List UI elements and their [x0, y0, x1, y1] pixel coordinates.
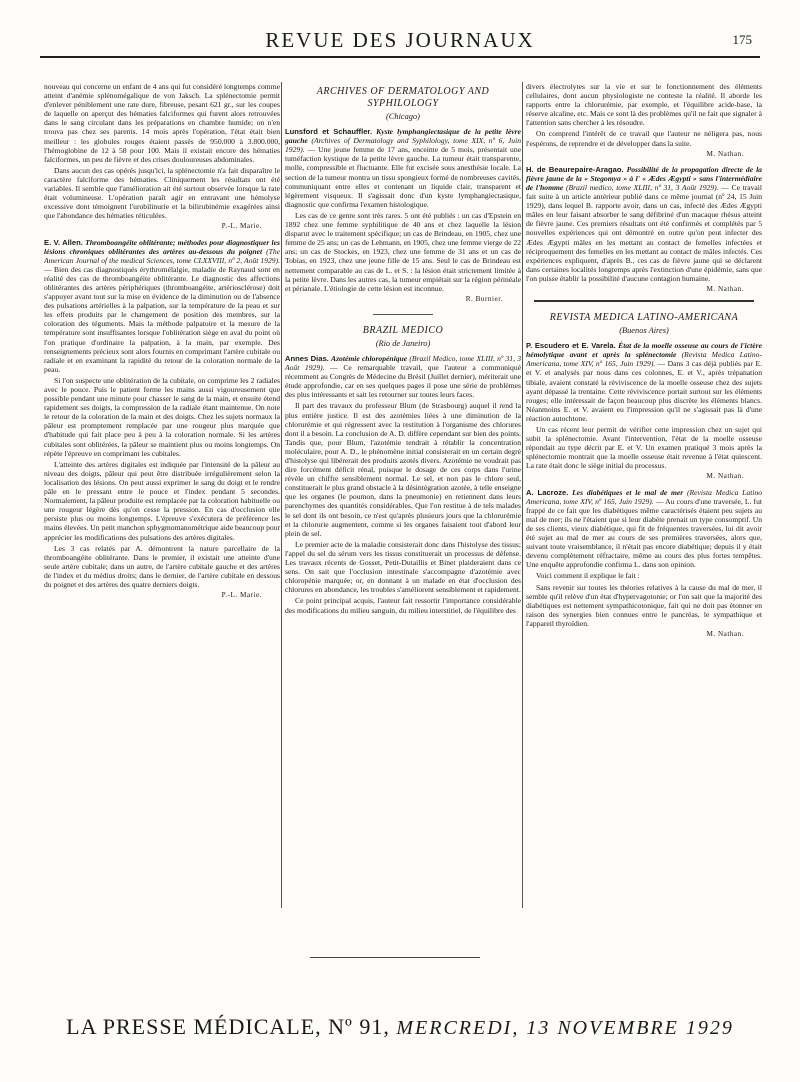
column-1 — [44, 82, 280, 606]
article-title: Les diabétiques et le mal de mer — [572, 487, 684, 497]
article-reference: (Brazil medico, tome XLIII, nº 31, 3 Août 1929). — [565, 182, 719, 192]
article-heading: Annes Dias. Azotémie chloropénique (Brazil Medico, tome XLIII, nº 31, 3 Août 1929). — Ce remarquable travail, que l'auteur a communiqué récemment au Congrès de Médecine du Brésil (Juillet dernier), mériterait une étude approfondie, car en ses quelques pages il pose une série de problèmes des plus intéressants et sait les retourner sur toutes leurs faces. — [285, 353, 522, 400]
section-city: (Chicago) — [386, 112, 420, 121]
header-rule — [40, 56, 760, 58]
page-footer — [40, 1014, 760, 1040]
section-heading: BRAZIL MEDICO — [362, 324, 444, 336]
article-title: Azotémie chloropénique — [331, 353, 408, 363]
paragraph: On comprend l'intérêt de ce travail que l'auteur ne néligera pas, nous l'espérons, de reprendre et de développer dans la suite. — [526, 129, 762, 148]
paragraph: Dans aucun des cas opérés jusqu'ici, la splénectomie n'a fait disparaître le caractère falciforme des hématies. Cliniquement les résultats ont été variables. Il semble que l'amélioration ait été surtout observée lorsque la rate était volumineuse. L'opération paraît agir en entravant une hémolyse excessive dont témoignent l'urobilinurie et la bilirubinémie exagérées ainsi que l'abondance des hématies réticulées. — [44, 165, 280, 221]
running-title: REVUE DES JOURNAUX — [265, 28, 535, 52]
paragraph: Si l'on suspecte une oblitération de la cubitale, on comprime les 2 radiales avec le pouce. Puis le patient ferme les mains aussi vigoureusement que possible pendant une minute pour chasser le sang de la main, et ensuite étend rapidement ses doigts, la compression de la radiale étant maintenue. On note le retour de la coloration de la main et des doigts. Chez les sujets normaux la pâleur est promptement remplacée par une rougeur plus marquée que d'habitude qui fait place peu à peu à la coloration normale. Si les artères cubitales sont oblitérées, la pâleur se maintient plus ou moins longtemps. On répète l'épreuve en comprimant les cubitales. — [44, 375, 280, 458]
article-reference: (Revista Medica Latino-Americana, tome XIV, nº 165, Juin 1929). — [526, 350, 763, 369]
article-author: A. Lacroze. — [526, 487, 569, 497]
page-number: 175 — [732, 32, 752, 47]
paragraph: Ce travail fait suite à un article antérieur publié dans ce même journal (nº 24, 15 Juin 1929), dans lequel B. rapporte avoir, dans un cas, infecté des Ædes Ægypti mâles en leur faisant absorber le sang défibriné d'un macaque rhésus atteint de fièvre jaune. Ces premiers résultats ont été confirmés et complétés par 5 nouvelles expériences qui ont démontré en outre qu'on peut infecter des Ædes Ægypti mâles en les mettant au contact de femelles infectées et réciproquement des femelles en les mettant au contact de mâles infectés. Ces expériences expliquent, d'après B., ces cas de fièvre jaune qui se déclarent dans certaines localités longtemps après l'extinction d'une épidémie, sans que l'on puisse établir la possibilité d'aucune contagion humaine. — [526, 182, 762, 283]
article-heading: Lunsford et Schauffler. Kyste lymphangiectasique de la petite lèvre gauche (Archives of Dermatology and Syphilology, tome XIX, nº 6, Juin 1929). — Une jeune femme de 17 ans, enceinte de 5 mois, présentait une tuméfaction kystique de la petite lèvre gauche. La tumeur était transparente, molle, compressible et fluctuante. Elle fut excisée sous anesthésie locale. La section de la tumeur montra un tissu spongieux formé de nombreuses cavités, communiquant entre elles et contenant un liquide clair, transparent et légèrement visqueux. Il s'agissait donc d'un kyste lymphangiectasique, diagnostic que confirma l'examen histologique. — [285, 127, 522, 209]
column-divider — [522, 82, 523, 908]
article-reference: (Archives of Dermatology and Syphilology, tome XIX, nº 6, Juin 1929). — [285, 136, 521, 155]
section-separator — [373, 314, 433, 315]
paragraph: Ce point principal acquis, l'auteur fait ressortir l'importance considérable des modifications du milieu sanguin, du milieu interstitiel, de l'équilibre des — [285, 596, 521, 615]
column-3 — [526, 82, 762, 645]
paragraph: Voici comment il explique le fait : — [536, 571, 640, 581]
signature: P.-L. Marie. — [221, 591, 262, 600]
paragraph: nouveau qui concerne un enfant de 4 ans qui fut considéré longtemps comme atteint d'anémie splénomégalique de von Jaksch. La splénectomie permit d'enlever péniblement une rate dure, fibreuse, pesant 621 gr., sur les coupes de laquelle on aperçut des hématies falciformes qui furent alors retrouvées dans le sang circulant dans les préparations en chambre humide; on n'en trouva pas chez ses parents. 14 mois après l'opération, l'état était bien meilleur : les globules rouges étaient passés de 950.000 à 3.800.000, l'hémoglobine de 12 à 58 pour 100. Mais il existait encore des hématies falciformes, un peu de fièvre et des crises douloureuses abdominales. — [44, 82, 280, 164]
article-reference: (The American Journal of the medical Sciences, tome CLXXVIII, nº 2, Août 1929). — [44, 246, 280, 265]
article-heading: A. Lacroze. Les diabétiques et le mal de mer (Revista Medica Latino Americana, tome XIV, nº 165, Juin 1929). — Au cours d'une traversée, L. fut frappé de ce fait que les diabétiques même caractérisés étaient peu sujets au mal de mer; ils ne l'étaient que si leur diabète prenait un type consomptif. Un de ses clients, vieux diabétique, qui fit de fréquentes traversées, lui dit avoir été sujet au mal de mer au cours de ses premières traversées, alors que, suivant toute vraisemblance, il n'était pas encore diabétique; depuis il y était devenu complètement réfractaire, même au cours des plus fortes tempêtes. Une enquête approfondie confirma L. dans son opinion. — [526, 487, 763, 570]
paragraph: Dans 3 cas déjà publiés par E. et V. et analysés par nous dans ces colonnes, E. et V., après trépanation tibiale, avaient constaté la réviviscence de la moelle osseuse chez des sujets ayant dépassé la trentaine. Cette réviviscence portait surtout sur les éléments rouges; elle intéressait de façon beaucoup plus discrète les éléments blancs. Néanmoins E. et V. avaient eu l'impression qu'il ne s'agissait pas là d'une réaction autochtone. — [526, 359, 762, 423]
column-2 — [285, 82, 521, 617]
article-reference: (Brazil Medico, tome XLIII, nº 31, 3 Août 1929). — [285, 353, 521, 373]
section-city: (Rio de Janeiro) — [375, 338, 431, 348]
paragraph: Le premier acte de la maladie consisterait donc dans l'histolyse des tissus; l'appel du sel du sérum vers les tissus constituerait un processus de défense. Les travaux récents de Gosset, Petit-Dutaillis et Binet plaideraient dans ce sens. On sait que l'occlusion intestinale s'accompagne d'azotémie avec chloropénie marquée; or, en donnant à un malade en état d'occlusion des chlorures en abondance, les troubles s'améliorent sensiblement et rapidement. — [285, 539, 521, 595]
section-heading: ARCHIVES OF DERMATOLOGY AND SYPHILOLOGY — [316, 86, 490, 109]
article-reference: (Revista Medica Latino Americana, tome XIV, nº 165, Juin 1929). — [526, 487, 763, 506]
page-header — [40, 28, 760, 56]
article-title: Thromboangéite oblitérante; méthodes pour diagnostiquer les lésions chroniques oblitérantes des artères au-dessous du poignet — [44, 237, 280, 256]
signature: P.-L. Marie. — [221, 222, 262, 231]
signature: R. Burnier. — [465, 294, 503, 303]
article-author: P. Escudero et E. Varela. — [526, 341, 616, 351]
paragraph: Les cas de ce genre sont très rares. 5 ont été publiés : un cas d'Epstein en 1892 chez une femme syphilitique de 40 ans et chez laquelle la lésion disparut avec le traitement spécifique; un cas de Brindeau, en 1905, chez une femme de 25 ans; un cas de Lehmann, en 1905, chez une femme vierge de 22 ans; un cas de Stockes, en 1923, chez une femme de 31 ans et un cas de Tobias, en 1923, chez une jeune fille de 15 ans. Seul le cas de Brindeau est nettement comparable au cas de L. et S. : la lésion était strictement limitée à la petite lèvre. Dans les autres cas, la tumeur empiétait sur la région périnéale et périanale. L'étiologie de cette lésion est inconnue. — [285, 210, 521, 293]
article-title: État de la moelle osseuse au cours de l'ictère hémolytique avant et après la splénectomie — [526, 341, 762, 360]
paragraph: L'atteinte des artères digitales est indiquée par l'intensité de la pâleur au niveau des doigts, pâleur qui peut être distribuée irrégulièrement selon la localisation des lésions. On peut aussi exprimer le sang du doigt et le rendre pâle en le pressant entre le pouce et l'index pendant 5 secondes. Normalement, la pâleur produite est remplacée par la coloration habituelle ou une rougeur légère dès qu'on cesse la pression. En cas d'occlusion elle persiste plus ou moins longtemps. L'épreuve s'exécutera de préférence les mains élevées. Un petit manchon sphygmomanométrique aide beaucoup pour apprécier les modifications des pulsations des artères digitales. — [44, 459, 280, 542]
article-author: Lunsford et Schauffler. — [285, 127, 373, 137]
article-author: H. de Beaurepaire-Aragao. — [526, 164, 624, 174]
article-heading: H. de Beaurepaire-Aragao. Possibilité de la propagation directe de la fièvre jaune de la « Stegomya » à l' « Ædes Ægypti » sans l'intermédiaire de l'homme (Brazil medico, tome XLIII, nº 31, 3 Août 1929). — Ce travail fait suite à un article antérieur publié dans ce même journal (nº 24, 15 Juin 1929), dans lequel B. rapporte avoir, dans un cas, infecté des Ædes Ægypti mâles en leur faisant absorber le sang défibriné d'un macaque rhésus atteint de fièvre jaune. Ces premiers résultats ont été confirmés et complétés par 5 nouvelles expériences qui ont démontré en outre qu'on peut infecter des Ædes Ægypti mâles en les mettant au contact de femelles infectées et réciproquement des femelles en les mettant au contact de mâles infectés. Ces expériences expliquent, d'après B., ces cas de fièvre jaune qui se déclarent dans certaines localités longtemps après l'extinction d'une épidémie, sans que l'on puisse établir la possibilité d'aucune contagion humaine. — [526, 164, 762, 283]
article-heading: E. V. Allen. Thromboangéite oblitérante; méthodes pour diagnostiquer les lésions chroniques oblitérantes des artères au-dessous du poignet (The American Journal of the medical Sciences, tome CLXXVIII, nº 2, Août 1929). — Bien des cas diagnostiqués érythromélalgie, maladie de Raynaud sont en réalité des cas de thromboangéite oblitérante. Le diagnostic des affections oblitérantes des artères périphériques (thromboangéite, artériosclérose) doit s'appuyer avant tout sur la mise en évidence de la diminution ou de l'absence des pulsations artérielles à la palpation, sur la température de la peau et sur les effets produits par le changement de position des membres, sur la coloration des téguments. Mais la méthode palpatoire et la mesure de la température sont insuffisantes lorsque l'oblitération siège en aval du point où l'on pratique d'ordinaire la palpation, à la main, par exemple. Des renseignements précieux sont alors fournis en comprimant l'artère cubitale ou radiale et en examinant la rapidité du retour de la coloration normale de la peau. — [44, 237, 280, 374]
article-author: E. V. Allen. — [44, 237, 83, 247]
section-heading: REVISTA MEDICA LATINO-AMERICANA — [549, 312, 739, 324]
paragraph: Une jeune femme de 17 ans, enceinte de 5 mois, présentait une tuméfaction kystique de la petite lèvre gauche. La tumeur était transparente, molle, compressible et fluctuante. Elle fut excisée sous anesthésie locale. La section de la tumeur montra un tissu spongieux formé de nombreuses cavités, communiquant entre elles et contenant un liquide clair, transparent et légèrement visqueux. Il s'agissait donc d'un kyste lymphangiectasique, diagnostic que confirma l'examen histologique. — [285, 145, 522, 209]
article-title: Kyste lymphangiectasique de la petite lèvre gauche — [285, 127, 522, 146]
signature: M. Nathan. — [706, 472, 744, 481]
paragraph: Ce remarquable travail, que l'auteur a communiqué récemment au Congrès de Médecine du Brésil (Juillet dernier), mériterait une étude approfondie, car en ses quelques pages il pose une série de problèmes des plus intéressants et sait les retourner sur toutes leurs faces. — [285, 363, 522, 400]
article-title: Possibilité de la propagation directe de la fièvre jaune de la « Stegomya » à l' « Ædes Ægypti » sans l'intermédiaire de l'homme — [526, 164, 762, 192]
article-author: Annes Dias. — [285, 353, 329, 363]
column-divider — [281, 82, 282, 908]
paragraph: Un cas récent leur permit de vérifier cette impression chez un sujet qui subit la splénectomie. Avant l'intervention, l'état de la moelle osseuse répondait au type décrit par E. et V. Un examen pratiqué 3 mois après la splénectomie montrait que la moelle osseuse était revenue à l'état quiescent. La rate était donc le siège initial du processus. — [526, 425, 762, 471]
section-separator — [534, 300, 754, 302]
paragraph: Bien des cas diagnostiqués érythromélalgie, maladie de Raynaud sont en réalité des cas de thromboangéite oblitérante. Le diagnostic des affections oblitérantes des artères périphériques (thromboangéite, artériosclérose) doit s'appuyer avant tout sur la mise en évidence de la diminution ou de l'absence des pulsations artérielles à la palpation, sur la température de la peau et sur les effets produits par le changement de position des membres, sur la coloration des téguments. Mais la méthode palpatoire et la mesure de la température sont insuffisantes lorsque l'oblitération siège en aval du point où l'on pratique d'ordinaire la palpation, à la main, par exemple. Des renseignements précieux sont alors fournis en comprimant l'artère cubitale ou radiale et en examinant la rapidité du retour de la coloration normale de la peau. — [44, 264, 280, 374]
paragraph: Au cours d'une traversée, L. fut frappé de ce fait que les diabétiques même caractérisés étaient peu sujets au mal de mer; ils ne l'étaient que si leur diabète prenait un type consomptif. Un de ses clients, vieux diabétique, qui fit de fréquentes traversées, lui dit avoir été sujet au mal de mer au cours de ses premières traversées, alors que, suivant toute vraisemblance, il n'était pas encore diabétique; depuis il y était devenu complètement réfractaire, même au cours des plus fortes tempêtes. Une enquête approfondie confirma L. dans son opinion. — [526, 496, 762, 570]
signature: M. Nathan. — [706, 629, 744, 638]
footer-rule — [310, 957, 480, 958]
journal-name: LA PRESSE MÉDICALE, Nº 91, — [66, 1014, 390, 1039]
signature: M. Nathan. — [706, 149, 744, 158]
paragraph: Sans revenir sur toutes les théories relatives à la cause du mal de mer, il semble qu'il relève d'un état d'hypervagotonie; or l'on sait que la majorité des diabétiques est nettement sympathicotonique, fait qui ne doit pas étonner en raison des synergies bien connues entre le pancréas, le sympathique et l'appareil thyroïdien. — [526, 582, 762, 628]
issue-date: MERCREDI, 13 NOVEMBRE 1929 — [396, 1017, 734, 1039]
paragraph: Les 3 cas relatés par A. démontrent la nature parcellaire de la thromboangéite oblitérante. Dans le premier, il existait une atteinte d'une seule artère cubitale; dans un autre, de l'artère cubitale gauche et des artères de l'index et du médius droits; dans le dernier, de l'artère cubitale en dessous du poignet et des artères des quatre derniers doigts. — [44, 543, 280, 589]
signature: M. Nathan. — [706, 284, 744, 293]
article-heading: P. Escudero et E. Varela. État de la moelle osseuse au cours de l'ictère hémolytique avant et après la splénectomie (Revista Medica Latino-Americana, tome XIV, nº 165, Juin 1929). — Dans 3 cas déjà publiés par E. et V. et analysés par nous dans ces colonnes, E. et V., après trépanation tibiale, avaient constaté la réviviscence de la moelle osseuse chez des sujets ayant dépassé la trentaine. Cette réviviscence portait surtout sur les éléments rouges; elle intéressait de façon beaucoup plus discrète les éléments blancs. Néanmoins E. et V. avaient eu l'impression qu'il ne s'agissait pas là d'une réaction autochtone. — [526, 341, 763, 423]
paragraph: Il part des travaux du professeur Blum (de Strasbourg) auquel il rend la plus entière justice. Il est des azotémies liées à une diminution de la chlorurémie et qui régressent avec la restitution à l'organisme des chlorures dont il a besoin. La conclusion de A. D. diffère cependant sur bien des points. Tandis que, pour Blum, l'azotémie tendrait à rétablir la concentration moléculaire, pour A. D., le phénomène initial consisterait en un certain degré d'histolyse qui libérerait des produits azotés divers. Azotémie ne voudrait pas dire forcément déficit rénal, puisque le dosage de ces corps dans l'urine révèle un chiffre sensiblement normal. Le sel, et non pas le chlore seul, constituerait le plus grand obstacle à la désintégration azotée, à telle enseigne que les organes (le poumon, dans la pneumonie) en retiennent dans leurs parenchymes des quantités considérables. Que l'on restitue à de tels malades le sel dont ils ont besoin, ce n'est qu'après plusieurs jours que la chlorurémie et la chlorurie augmentent, comme si les organes faisaient tout d'abord leur plein de sel. — [285, 401, 521, 538]
section-city: (Buenos Aires) — [619, 326, 669, 336]
paragraph: divers électrolytes sur la vie et sur le fonctionnement des éléments cellulaires, dont aucun physiologiste ne conteste la réalité. Il aborde les rapports entre la chlorurémie, par exemple, et l'équilibre acide-base, la réserve alcaline, etc. Mais ce sont là des problèmes qu'il ne fait que signaler à l'attention sans chercher à les résoudre. — [526, 82, 762, 128]
